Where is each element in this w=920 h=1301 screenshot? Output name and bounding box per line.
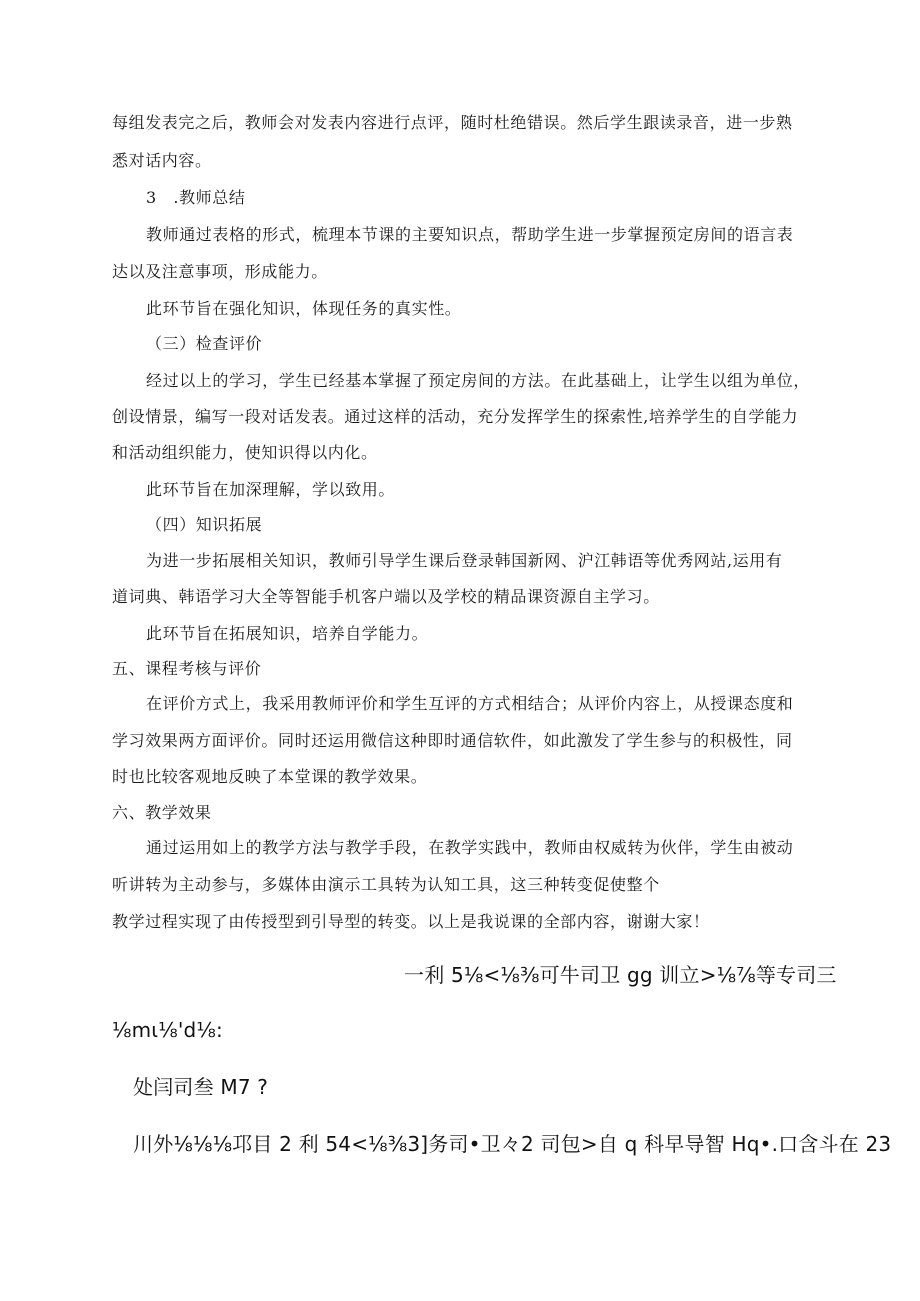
section-heading: （三）检查评价 — [146, 334, 263, 353]
paragraph-line: 此环节旨在加深理解，学以致用。 — [146, 480, 396, 499]
section-heading: 3 .教师总结 — [146, 188, 246, 207]
paragraph-line: 和活动组织能力，使知识得以内化。 — [112, 443, 378, 462]
paragraph-line: 此环节旨在拓展知识，培养自学能力。 — [146, 624, 429, 643]
garbled-line: ⅛mι⅛'d⅛: — [112, 1018, 223, 1042]
garbled-line: 川外⅛⅛⅛邛目 2 利 54<⅛⅜3]务司•卫々2 司包>自 q 科早导智 Hq•.口含斗在 23 — [133, 1132, 892, 1156]
paragraph-line: 悉对话内容。 — [112, 151, 212, 170]
paragraph-line: 听讲转为主动参与，多媒体由演示工具转为认知工具，这三种转变促使整个 — [112, 875, 660, 894]
paragraph-line: 每组发表完之后，教师会对发表内容进行点评，随时杜绝错误。然后学生跟读录音，进一步熟 — [112, 113, 793, 132]
section-heading: （四）知识拓展 — [146, 515, 263, 534]
section-heading: 五、课程考核与评价 — [112, 659, 262, 678]
paragraph-line: 创设情景，编写一段对话发表。通过这样的活动，充分发挥学生的探索性,培养学生的自学能力 — [112, 407, 799, 426]
paragraph-line: 此环节旨在强化知识，体现任务的真实性。 — [146, 299, 462, 318]
paragraph-line: 教学过程实现了由传授型到引导型的转变。以上是我说课的全部内容，谢谢大家！ — [112, 912, 710, 931]
paragraph-line: 教师通过表格的形式，梳理本节课的主要知识点，帮助学生进一步掌握预定房间的语言表 — [146, 225, 794, 244]
paragraph-line: 学习效果两方面评价。同时还运用微信这种即时通信软件，如此激发了学生参与的积极性，同 — [112, 731, 793, 750]
garbled-line: 一利 5⅛<⅛⅜可牛司卫 gg 训立>⅛⅞等专司三 — [404, 963, 837, 987]
section-heading: 六、教学效果 — [112, 803, 212, 822]
paragraph-line: 道词典、韩语学习大全等智能手机客户端以及学校的精品课资源自主学习。 — [112, 587, 660, 606]
garbled-line: 处闫司叁 M7 ? — [133, 1075, 269, 1099]
paragraph-line: 时也比较客观地反映了本堂课的教学效果。 — [112, 767, 428, 786]
paragraph-line: 为进一步拓展相关知识，教师引导学生课后登录韩国新网、沪江韩语等优秀网站,运用有 — [146, 551, 783, 570]
paragraph-line: 在评价方式上，我采用教师评价和学生互评的方式相结合；从评价内容上，从授课态度和 — [146, 694, 794, 713]
paragraph-line: 经过以上的学习，学生已经基本掌握了预定房间的方法。在此基础上，让学生以组为单位， — [146, 371, 811, 390]
paragraph-line: 通过运用如上的教学方法与教学手段，在教学实践中，教师由权威转为伙伴，学生由被动 — [146, 838, 794, 857]
paragraph-line: 达以及注意事项，形成能力。 — [112, 262, 328, 281]
